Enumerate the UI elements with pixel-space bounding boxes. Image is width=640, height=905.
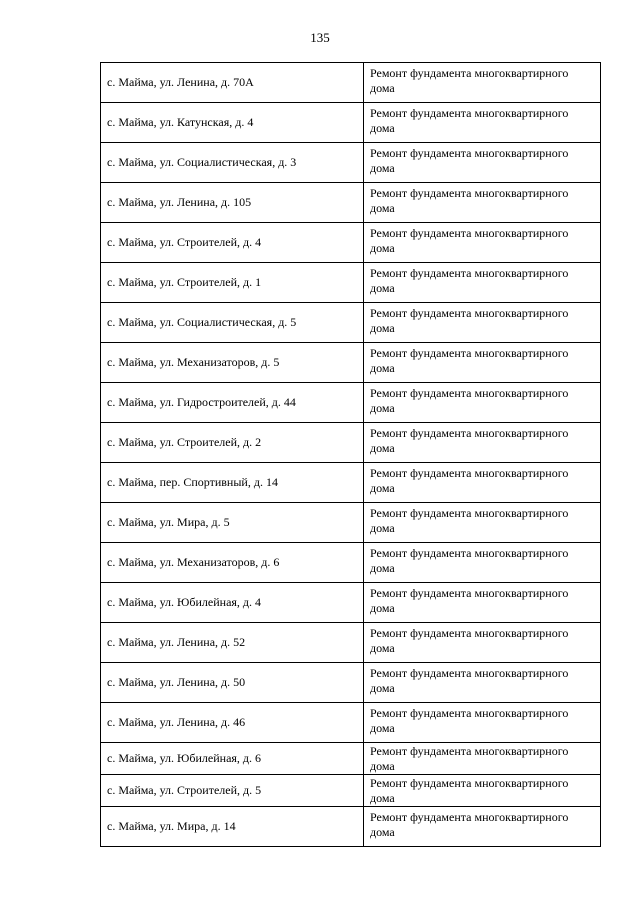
address-cell: с. Майма, пер. Спортивный, д. 14 [101, 463, 364, 503]
address-table [100, 62, 601, 847]
address-cell: с. Майма, ул. Ленина, д. 105 [101, 183, 364, 223]
address-cell: с. Майма, ул. Гидростроителей, д. 44 [101, 383, 364, 423]
address-cell: с. Майма, ул. Юбилейная, д. 4 [101, 583, 364, 623]
work-type-cell: Ремонт фундамента многоквартирного дома [364, 663, 601, 703]
work-type-cell: Ремонт фундамента многоквартирного дома [364, 183, 601, 223]
table-row [101, 143, 601, 183]
address-cell: с. Майма, ул. Ленина, д. 46 [101, 703, 364, 743]
table-row [101, 583, 601, 623]
address-cell: с. Майма, ул. Мира, д. 14 [101, 807, 364, 847]
address-cell: с. Майма, ул. Социалистическая, д. 5 [101, 303, 364, 343]
table-row [101, 263, 601, 303]
work-type-cell: Ремонт фундамента многоквартирного дома [364, 343, 601, 383]
table-row [101, 383, 601, 423]
address-cell: с. Майма, ул. Социалистическая, д. 3 [101, 143, 364, 183]
table-row [101, 183, 601, 223]
address-cell: с. Майма, ул. Ленина, д. 70А [101, 63, 364, 103]
address-cell: с. Майма, ул. Строителей, д. 4 [101, 223, 364, 263]
work-type-cell: Ремонт фундамента многоквартирного дома [364, 63, 601, 103]
table-row [101, 503, 601, 543]
table-row [101, 423, 601, 463]
table-row [101, 775, 601, 807]
table-row [101, 63, 601, 103]
table-row [101, 703, 601, 743]
table-row [101, 343, 601, 383]
table-row [101, 543, 601, 583]
address-cell: с. Майма, ул. Строителей, д. 1 [101, 263, 364, 303]
work-type-cell: Ремонт фундамента многоквартирного дома [364, 503, 601, 543]
work-type-cell: Ремонт фундамента многоквартирного дома [364, 423, 601, 463]
work-type-cell: Ремонт фундамента многоквартирного дома [364, 223, 601, 263]
work-type-cell: Ремонт фундамента многоквартирного дома [364, 303, 601, 343]
work-type-cell: Ремонт фундамента многоквартирного дома [364, 463, 601, 503]
address-cell: с. Майма, ул. Юбилейная, д. 6 [101, 743, 364, 775]
address-cell: с. Майма, ул. Катунская, д. 4 [101, 103, 364, 143]
address-cell: с. Майма, ул. Строителей, д. 2 [101, 423, 364, 463]
table-row [101, 807, 601, 847]
work-type-cell: Ремонт фундамента многоквартирного дома [364, 743, 601, 775]
work-type-cell: Ремонт фундамента многоквартирного дома [364, 103, 601, 143]
work-type-cell: Ремонт фундамента многоквартирного дома [364, 263, 601, 303]
address-cell: с. Майма, ул. Ленина, д. 52 [101, 623, 364, 663]
table-row [101, 223, 601, 263]
address-cell: с. Майма, ул. Механизаторов, д. 5 [101, 343, 364, 383]
work-type-cell: Ремонт фундамента многоквартирного дома [364, 543, 601, 583]
table-row [101, 463, 601, 503]
work-type-cell: Ремонт фундамента многоквартирного дома [364, 807, 601, 847]
table-row [101, 743, 601, 775]
address-cell: с. Майма, ул. Механизаторов, д. 6 [101, 543, 364, 583]
address-cell: с. Майма, ул. Ленина, д. 50 [101, 663, 364, 703]
work-type-cell: Ремонт фундамента многоквартирного дома [364, 143, 601, 183]
address-cell: с. Майма, ул. Строителей, д. 5 [101, 775, 364, 807]
work-type-cell: Ремонт фундамента многоквартирного дома [364, 583, 601, 623]
table-row [101, 623, 601, 663]
work-type-cell: Ремонт фундамента многоквартирного дома [364, 623, 601, 663]
table-row [101, 663, 601, 703]
work-type-cell: Ремонт фундамента многоквартирного дома [364, 383, 601, 423]
table-row [101, 103, 601, 143]
work-type-cell: Ремонт фундамента многоквартирного дома [364, 703, 601, 743]
page-number: 135 [310, 30, 330, 45]
address-cell: с. Майма, ул. Мира, д. 5 [101, 503, 364, 543]
table-row [101, 303, 601, 343]
work-type-cell: Ремонт фундамента многоквартирного дома [364, 775, 601, 807]
